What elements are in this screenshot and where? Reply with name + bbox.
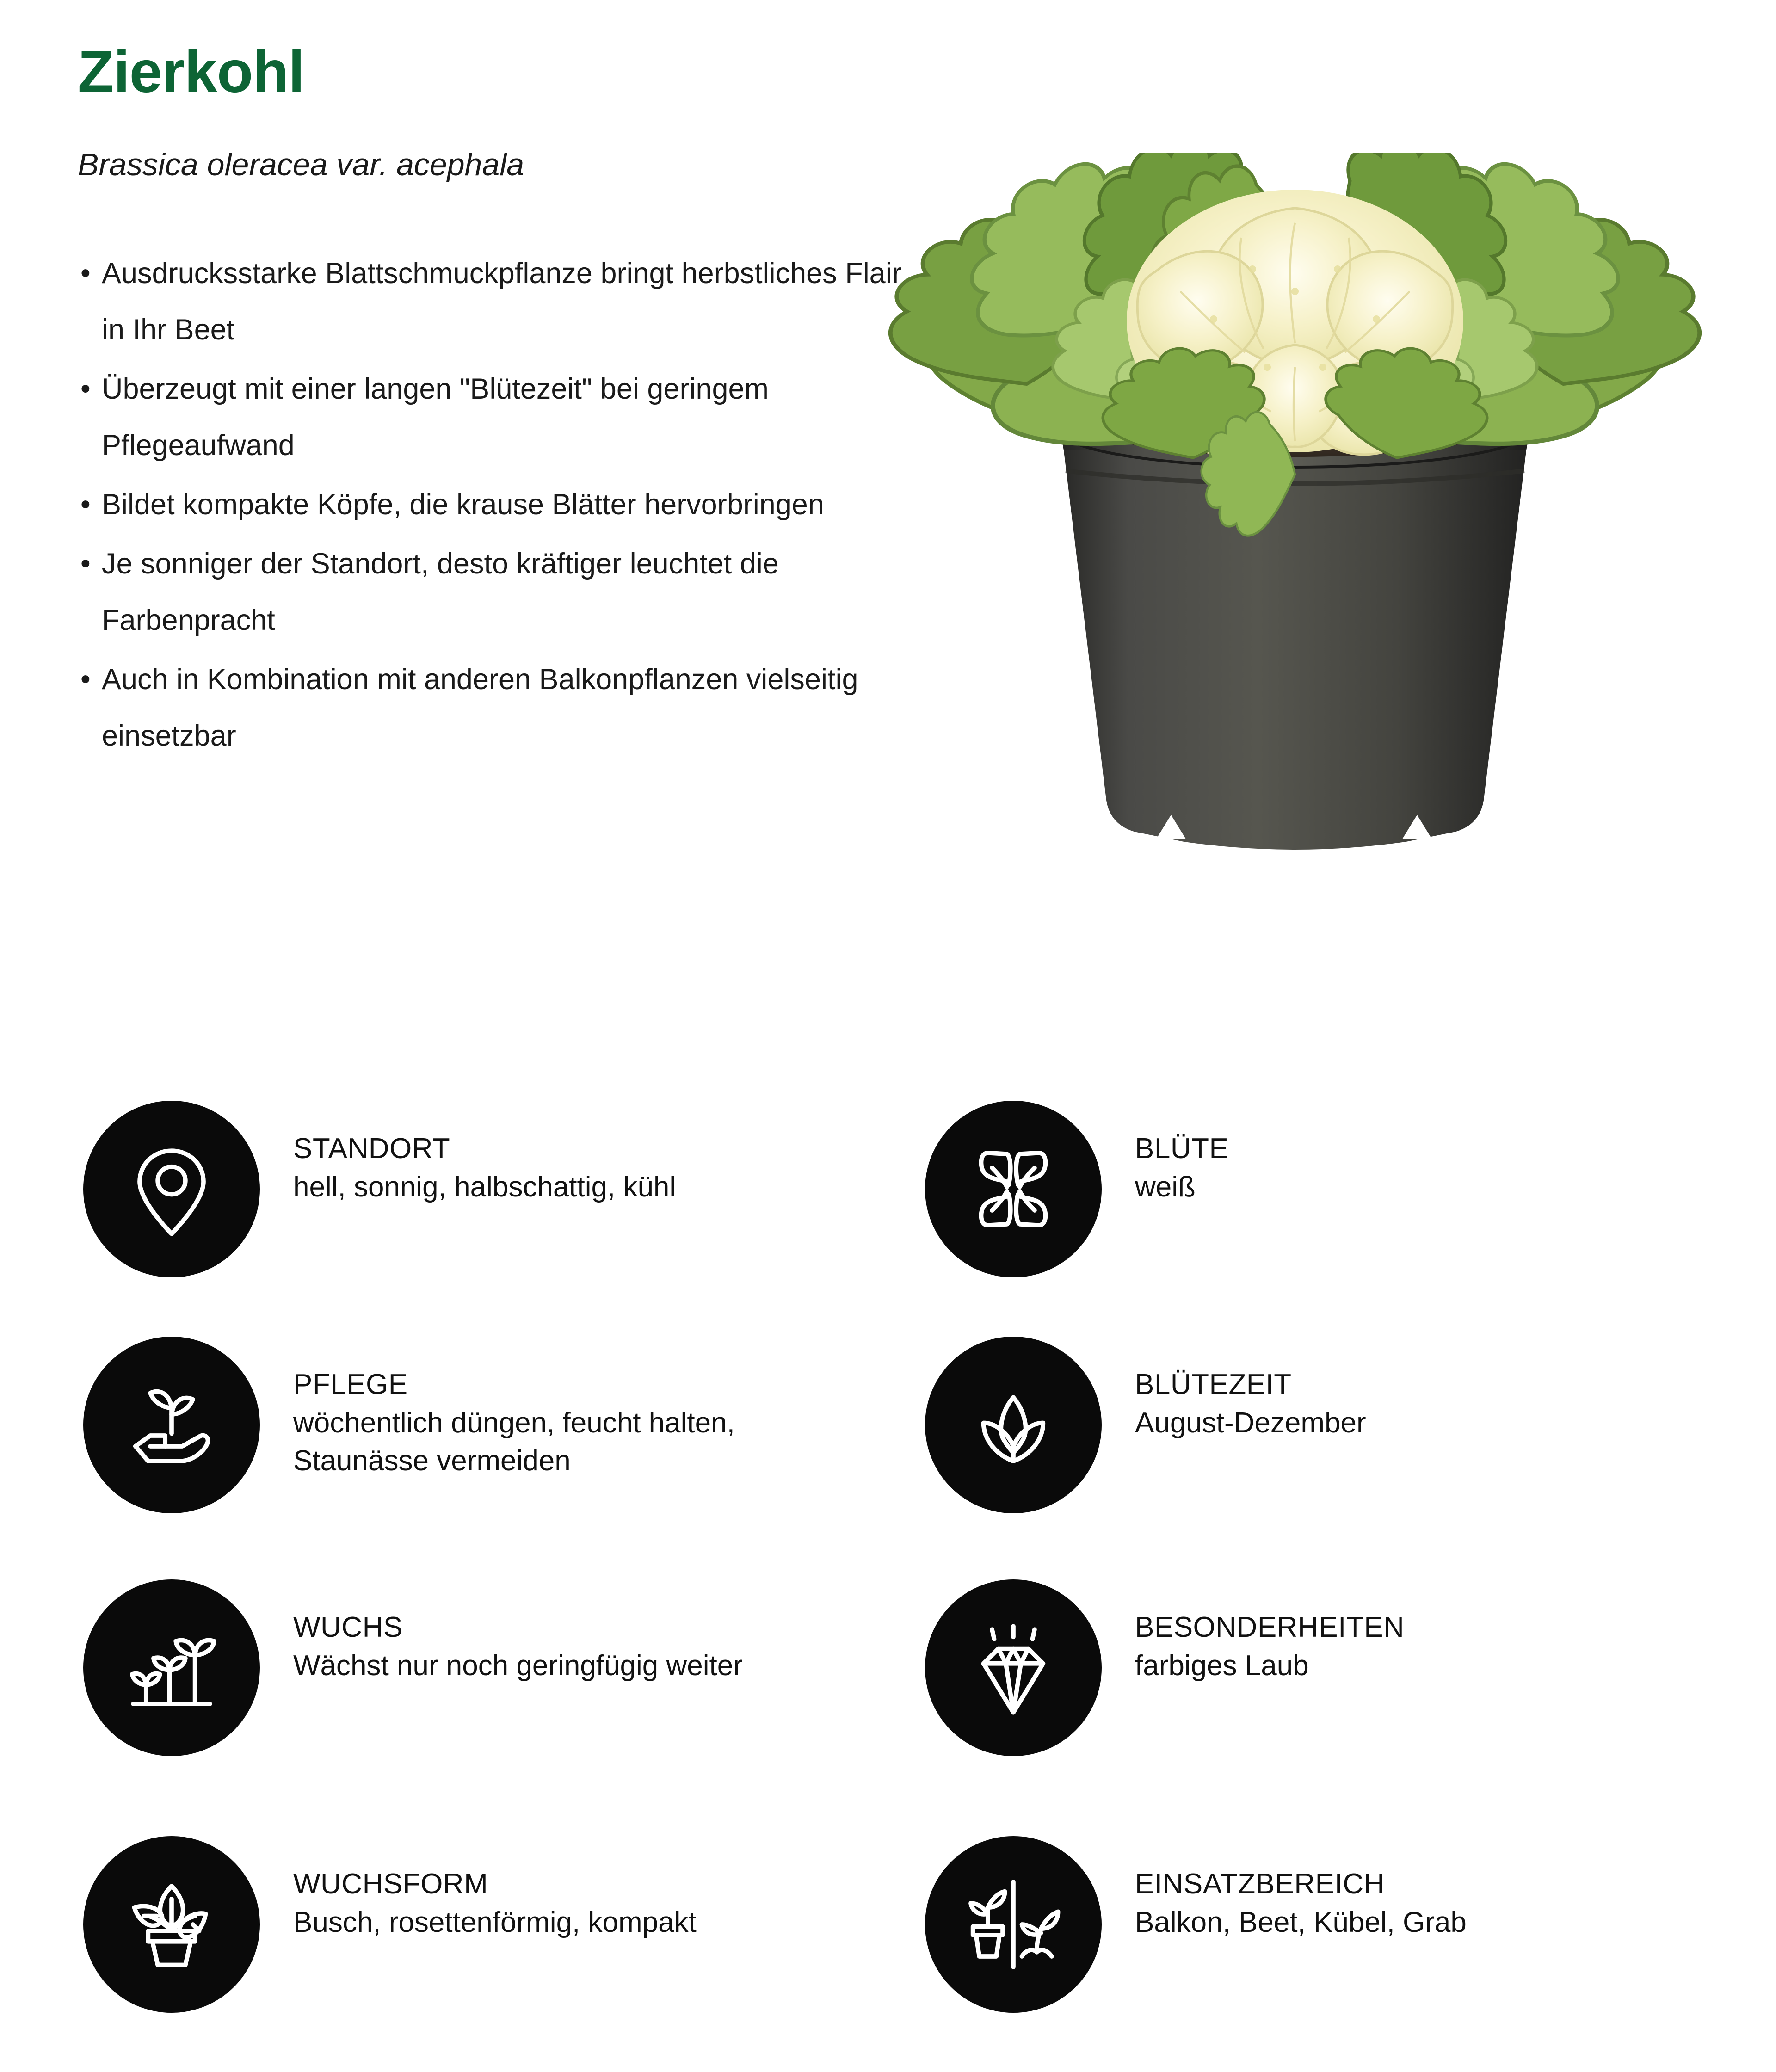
attribute-bluetezeit [925, 1337, 1702, 1513]
attribute-value: Busch, rosettenförmig, kompakt [293, 1906, 697, 1938]
attribute-label: WUCHSFORM [293, 1868, 488, 1900]
attribute-label: EINSATZBEREICH [1135, 1868, 1385, 1900]
list-item [69, 245, 902, 358]
bullet-marker-icon: • [80, 488, 91, 520]
attribute-label: PFLEGE [293, 1369, 408, 1400]
attribute-value: Balkon, Beet, Kübel, Grab [1135, 1906, 1467, 1938]
attribute-standort [83, 1101, 805, 1277]
product-photo [879, 153, 1711, 999]
attribute-value: wöchentlich düngen, feucht halten, Staunässe vermeiden [293, 1407, 735, 1477]
attribute-text [1102, 1337, 1702, 1442]
attribute-pflege [83, 1337, 805, 1513]
attribute-value: weiß [1135, 1171, 1196, 1203]
plant-pot [1060, 393, 1530, 853]
list-item-text: Überzeugt mit einer langen "Blütezeit" bei geringem Pflegeaufwand [102, 373, 769, 462]
bullet-marker-icon: • [80, 257, 91, 289]
pot-and-ground-icon [925, 1836, 1102, 2013]
attribute-text [1102, 1101, 1702, 1206]
flower-icon [925, 1101, 1102, 1277]
list-item-text: Je sonniger der Standort, desto kräftiger leuchtet die Farbenpracht [102, 548, 779, 636]
attribute-value: hell, sonnig, halbschattig, kühl [293, 1171, 676, 1203]
feature-list [69, 245, 902, 767]
growth-stages-icon [83, 1579, 260, 1756]
attribute-label: BLÜTEZEIT [1135, 1369, 1292, 1400]
attribute-besonderheiten [925, 1579, 1702, 1756]
attribute-label: WUCHS [293, 1611, 403, 1643]
attribute-text [260, 1337, 805, 1480]
list-item-text: Auch in Kombination mit anderen Balkonpflanzen vielseitig einsetzbar [102, 663, 858, 752]
list-item [69, 361, 902, 474]
attribute-value: Wächst nur noch geringfügig weiter [293, 1650, 743, 1682]
botanical-name: Brassica oleracea var. acephala [78, 147, 524, 182]
potted-plant-icon [83, 1836, 260, 2013]
map-pin-icon [83, 1101, 260, 1277]
attribute-bluete [925, 1101, 1702, 1277]
page-title: Zierkohl [78, 39, 304, 105]
diamond-icon [925, 1579, 1102, 1756]
attribute-label: STANDORT [293, 1133, 450, 1165]
attribute-wuchs [83, 1579, 805, 1756]
attribute-text [260, 1836, 805, 1942]
bullet-marker-icon: • [80, 548, 91, 580]
bullet-marker-icon: • [80, 663, 91, 695]
list-item-text: Ausdrucksstarke Blattschmuckpflanze bringt herbstliches Flair in Ihr Beet [102, 257, 902, 346]
attribute-text [1102, 1836, 1702, 1942]
attribute-value: farbiges Laub [1135, 1650, 1309, 1682]
attribute-einsatzbereich [925, 1836, 1702, 2013]
list-item [69, 536, 902, 648]
attribute-value: August-Dezember [1135, 1407, 1366, 1439]
list-item [69, 651, 902, 764]
hand-seedling-icon [83, 1337, 260, 1513]
bud-icon [925, 1337, 1102, 1513]
attribute-label: BLÜTE [1135, 1133, 1229, 1165]
attribute-text [1102, 1579, 1702, 1685]
list-item [69, 476, 902, 533]
attribute-wuchsform [83, 1836, 805, 2013]
list-item-text: Bildet kompakte Köpfe, die krause Blätter hervorbringen [102, 488, 824, 521]
attribute-text [260, 1101, 805, 1206]
attribute-label: BESONDERHEITEN [1135, 1611, 1405, 1643]
bullet-marker-icon: • [80, 373, 91, 405]
attribute-text [260, 1579, 805, 1685]
